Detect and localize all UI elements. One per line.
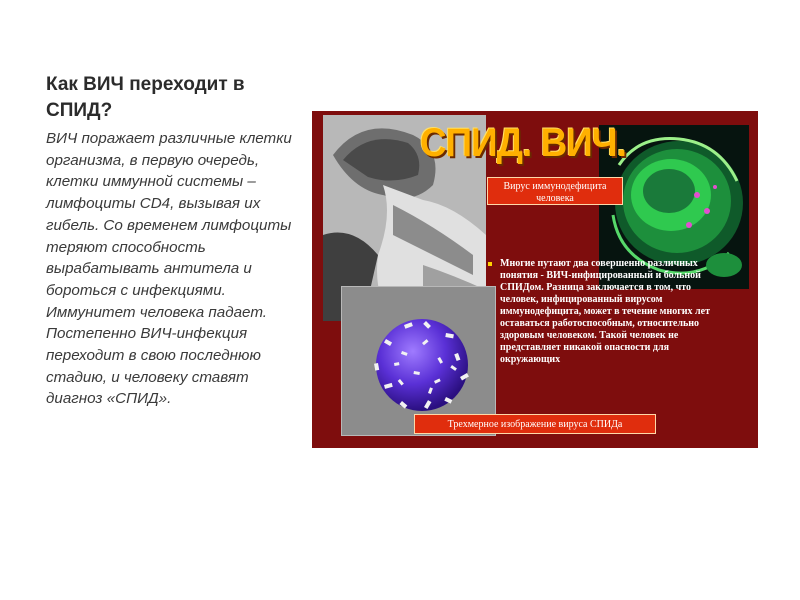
slide-body-text: ВИЧ поражает различные клетки организма, в первую очередь, клетки иммунной системы – лимфоциты CD4, вызывая их гибель. Со временем лимфоциты теряют способность вырабатывать антитела и бороться с инфекциями. Иммунитет человека падает. Постепенно ВИЧ-инфекция переходит в свою последнюю стадию, и человеку ставят диагноз «СПИД». — [46, 130, 292, 408]
virus-sphere-illustration — [342, 287, 495, 435]
bullet-icon — [488, 262, 492, 266]
poster-note-text: Многие путают два совершенно различных понятия - ВИЧ-инфицированный и больной СПИДом. Разница заключается в том, что человек, инфицированный вирусом иммунодефицита, может в течение многих лет оставаться работоспособным, относительно здоровым человеком. Такой человек не представляет никакой опасности для окружающих — [500, 258, 710, 365]
slide-title: Как ВИЧ переходит в СПИД? — [46, 74, 245, 121]
poster-image — [312, 111, 758, 448]
caption-virus-label: Вирус иммунодефицита человека — [487, 177, 623, 205]
poster-headline: СПИД. ВИЧ. — [420, 121, 627, 165]
poster-note — [500, 258, 730, 366]
caption-3d-label: Трехмерное изображение вируса СПИДа — [414, 414, 656, 434]
